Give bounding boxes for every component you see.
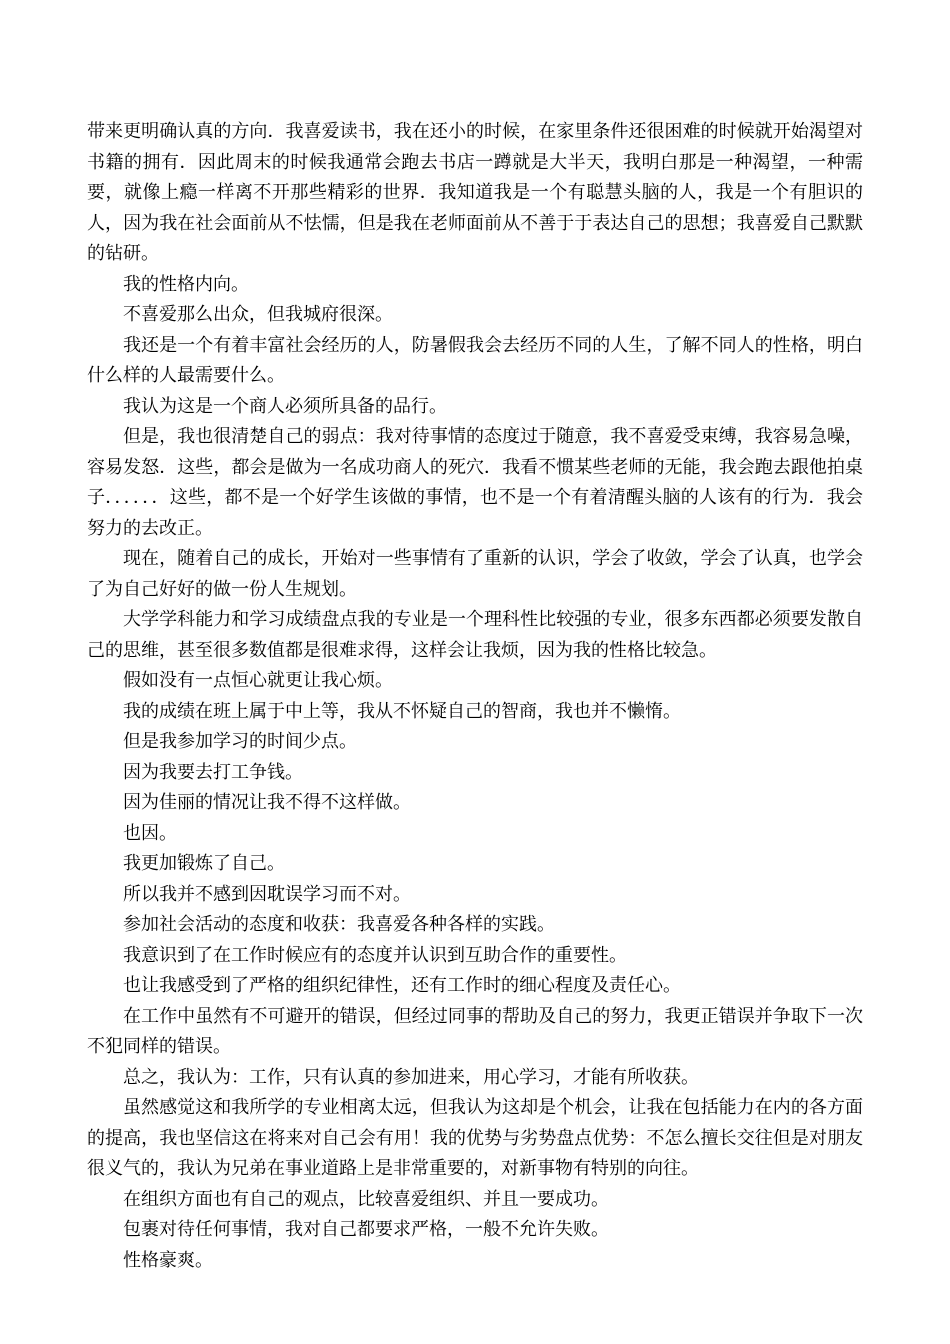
paragraph: 假如没有一点恒心就更让我心烦。 — [123, 670, 393, 691]
paragraph: 虽然感觉这和我所学的专业相离太远，但我认为这却是个机会，让我在包括能力在内的各方面的提高，我也坚信这在将来对自己会有用！我的优势与劣势盘点优势：不怎么擅长交往但是对朋友很义气的，我认为兄弟在事业道路上是非常重要的，对新事物有特别的向往。 — [87, 1097, 863, 1179]
paragraph: 现在，随着自己的成长，开始对一些事情有了重新的认识，学会了收敛，学会了认真，也学会了为自己好好的做一份人生规划。 — [87, 548, 863, 600]
paragraph: 性格豪爽。 — [123, 1249, 213, 1271]
paragraph: 我的成绩在班上属于中上等，我从不怀疑自己的智商，我也并不懒惰。 — [123, 700, 681, 722]
paragraph: 参加社会活动的态度和收获：我喜爱各种各样的实践。 — [123, 914, 555, 935]
paragraph: 在组织方面也有自己的观点，比较喜爱组织、并且一要成功。 — [123, 1188, 609, 1210]
paragraph: 因为我要去打工争钱。 — [123, 761, 303, 783]
paragraph: 但是，我也很清楚自己的弱点：我对待事情的态度过于随意，我不喜爱受束缚，我容易急噪，容易发怒．这些，都会是做为一名成功商人的死穴．我看不惯某些老师的无能，我会跑去跟他拍桌子．．．．．．这些，都不是一个好学生该做的事情，也不是一个有着清醒头脑的人该有的行为．我会努力的去改正。 — [87, 426, 863, 539]
paragraph: 不喜爱那么出众，但我城府很深。 — [123, 304, 393, 325]
paragraph: 因为佳丽的情况让我不得不这样做。 — [123, 792, 411, 813]
paragraph: 我的性格内向。 — [123, 273, 249, 295]
paragraph: 我认为这是一个商人必须所具备的品行。 — [123, 395, 447, 417]
paragraph: 所以我并不感到因耽误学习而不对。 — [123, 883, 411, 905]
paragraph: 我更加锻炼了自己。 — [123, 853, 285, 874]
paragraph: 包裹对待任何事情，我对自己都要求严格，一般不允许失败。 — [123, 1219, 609, 1240]
paragraph: 大学学科能力和学习成绩盘点我的专业是一个理科性比较强的专业，很多东西都必须要发散自己的思维，甚至很多数值都是很难求得，这样会让我烦，因为我的性格比较急。 — [87, 609, 863, 661]
paragraph: 我意识到了在工作时候应有的态度并认识到互助合作的重要性。 — [123, 944, 627, 966]
document-body — [87, 117, 863, 1276]
paragraph: 但是我参加学习的时间少点。 — [123, 731, 357, 752]
paragraph: 也因。 — [123, 822, 177, 844]
paragraph: 也让我感受到了严格的组织纪律性，还有工作时的细心程度及责任心。 — [123, 975, 681, 996]
paragraph: 带来更明确认真的方向．我喜爱读书，我在还小的时候，在家里条件还很困难的时候就开始渴望对书籍的拥有．因此周末的时候我通常会跑去书店一蹲就是大半天，我明白那是一种渴望，一种需要，就像上瘾一样离不开那些精彩的世界．我知道我是一个有聪慧头脑的人，我是一个有胆识的人，因为我在社会面前从不怯懦，但是我在老师面前从不善于于表达自己的思想；我喜爱自己默默的钻研。 — [87, 121, 863, 264]
paragraph: 我还是一个有着丰富社会经历的人，防暑假我会去经历不同的人生，了解不同人的性格，明白什么样的人最需要什么。 — [87, 334, 863, 386]
paragraph: 在工作中虽然有不可避开的错误，但经过同事的帮助及自己的努力，我更正错误并争取下一次不犯同样的错误。 — [87, 1005, 863, 1057]
paragraph: 总之，我认为：工作，只有认真的参加进来，用心学习，才能有所收获。 — [123, 1066, 699, 1088]
